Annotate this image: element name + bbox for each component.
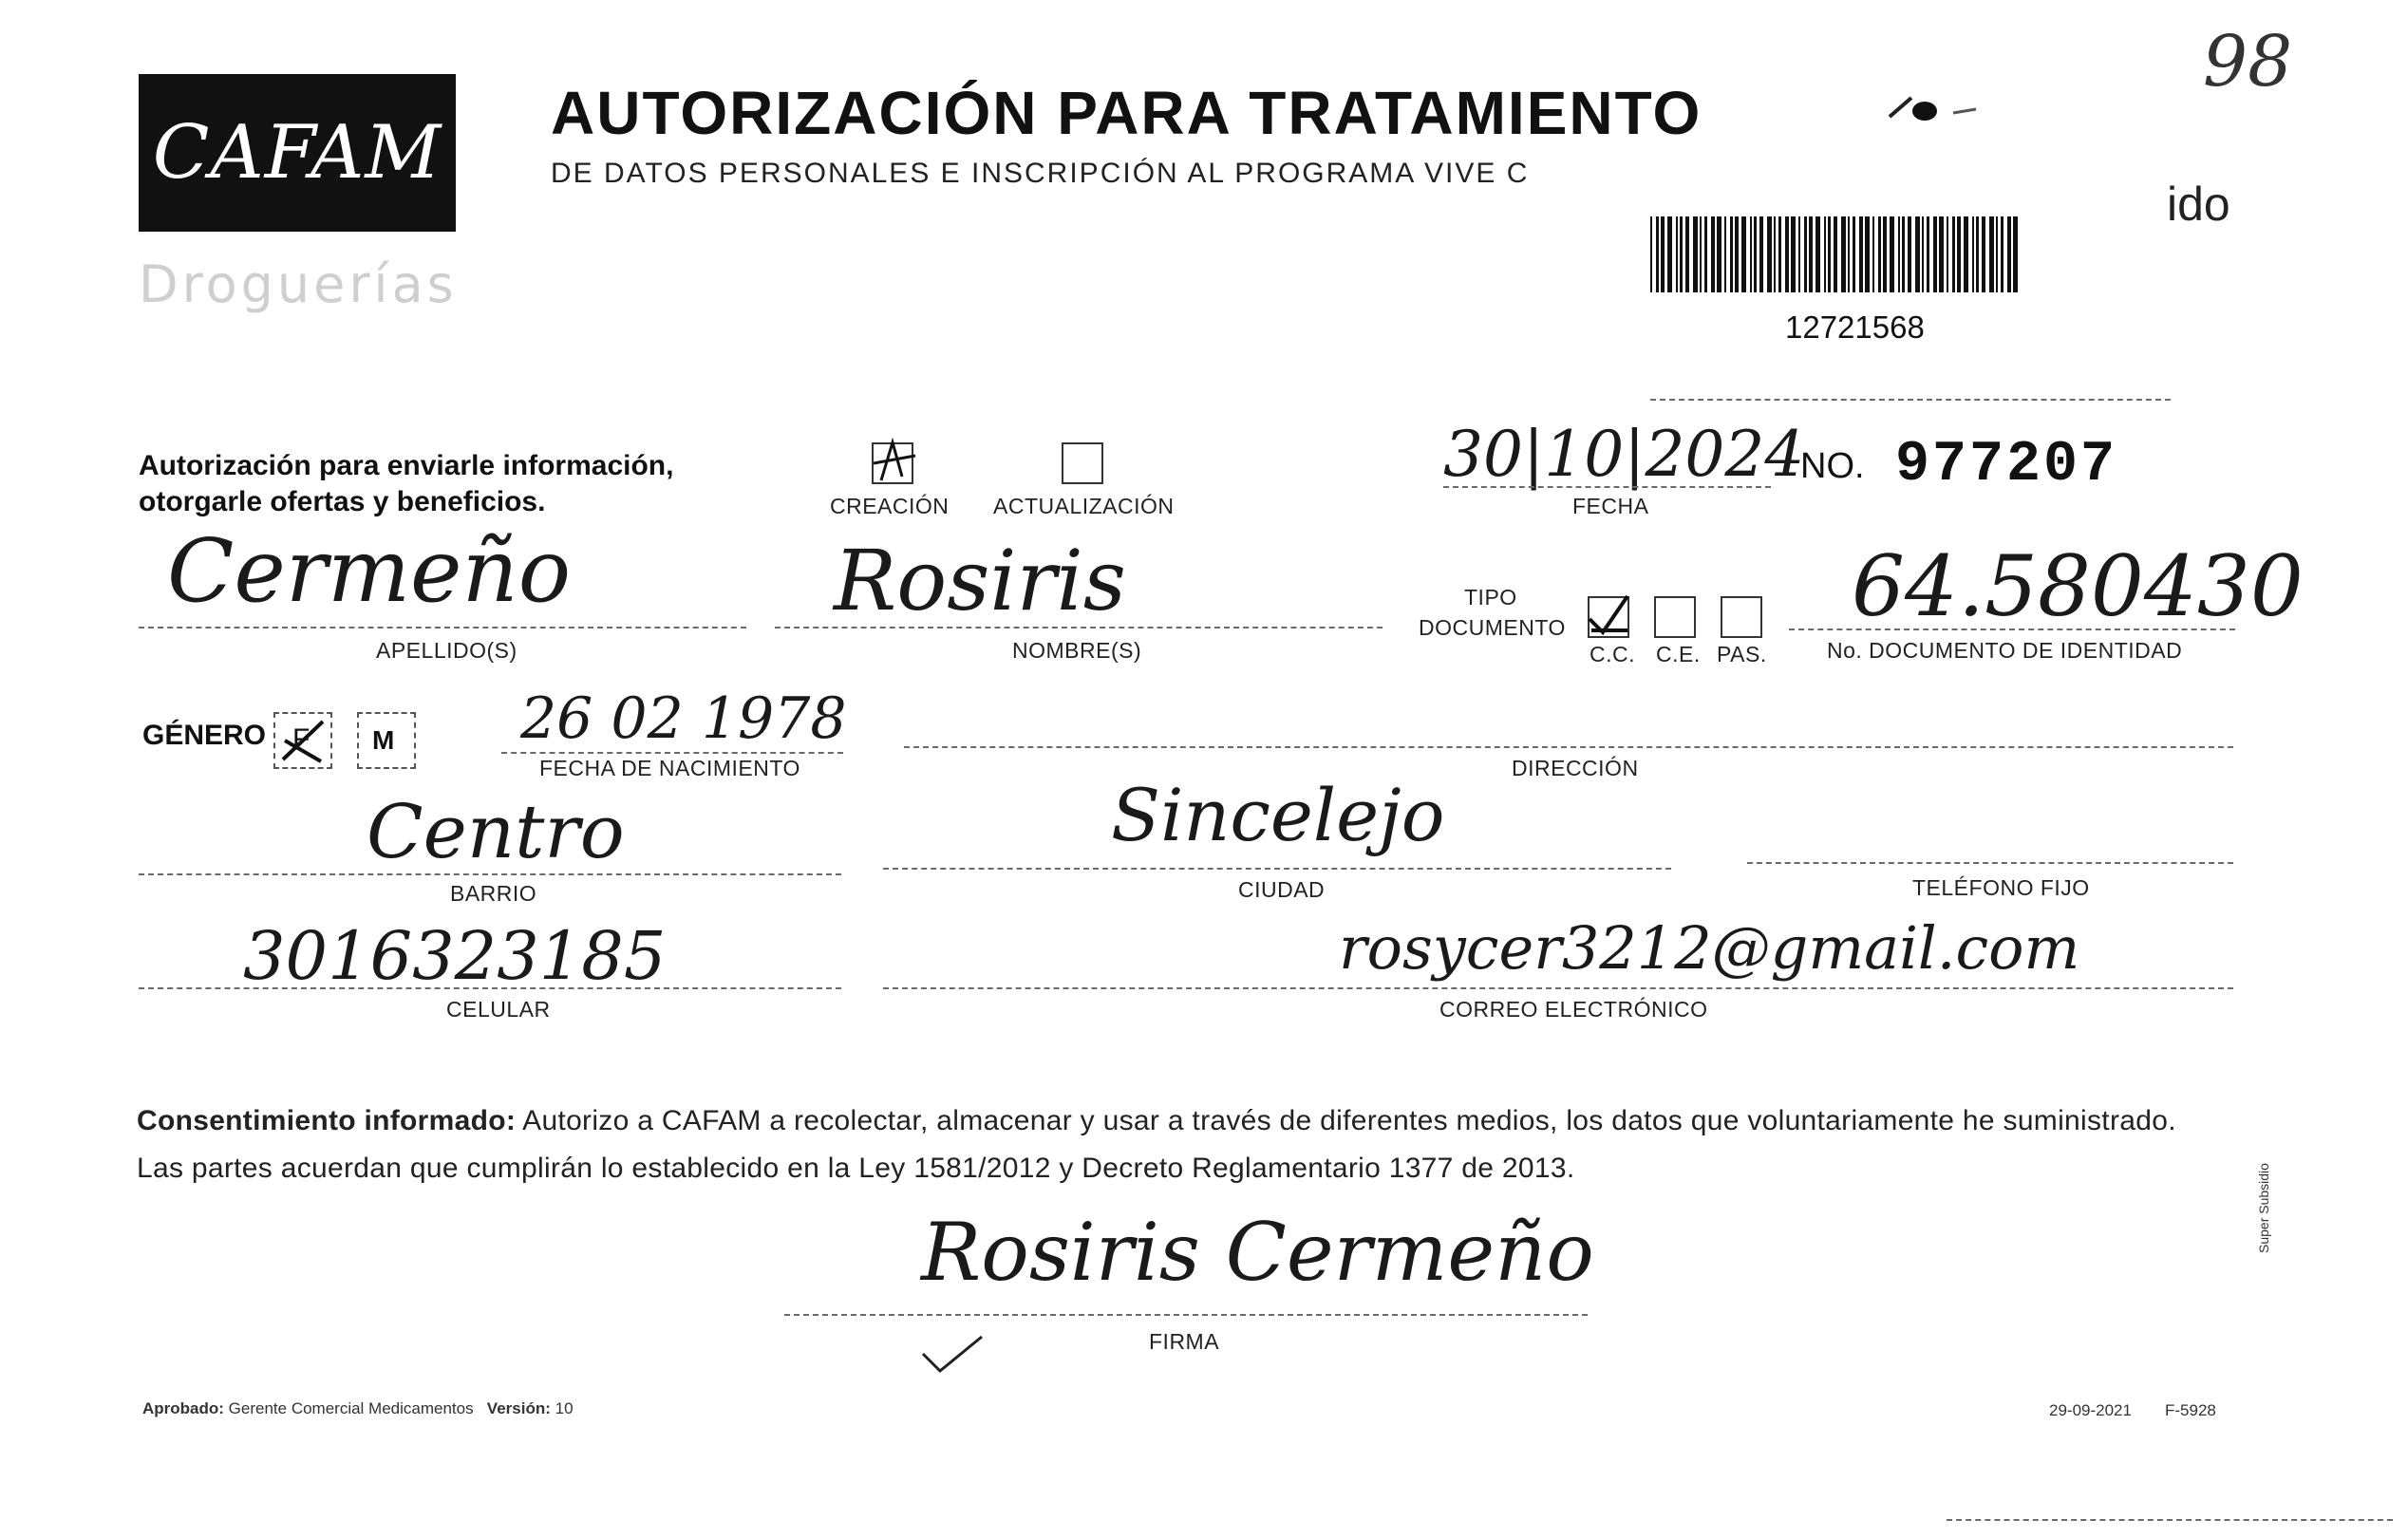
cc-checkbox[interactable] <box>1588 596 1629 638</box>
barcode-bar <box>1661 216 1665 292</box>
barcode-bar <box>1859 216 1863 292</box>
creacion-checkbox[interactable] <box>872 442 913 484</box>
barcode-bar <box>1898 216 1900 292</box>
barcode-bar <box>1704 216 1707 292</box>
fecha-label: FECHA <box>1572 494 1649 518</box>
corner-handwritten-number: 98 <box>2203 21 2293 103</box>
fecha-line <box>1443 486 1771 488</box>
genero-f-label: F <box>292 723 310 755</box>
barcode-bar <box>1774 216 1776 292</box>
barcode <box>1650 216 2024 292</box>
barcode-bar <box>1724 216 1726 292</box>
barcode-bar <box>1865 216 1870 292</box>
barcode-bar <box>1700 216 1702 292</box>
barcode-bar <box>1735 216 1739 292</box>
ce-label: C.E. <box>1656 642 1701 666</box>
barcode-bar <box>1741 216 1746 292</box>
barcode-bar <box>1922 216 1924 292</box>
cafam-logo: CAFAM <box>139 74 456 232</box>
barcode-bar <box>1804 216 1807 292</box>
barcode-bar <box>1656 216 1659 292</box>
barcode-bar <box>1939 216 1944 292</box>
top-dash-line <box>1650 399 2171 401</box>
apellido-value: Cermeño <box>167 520 572 622</box>
correo-label: CORREO ELECTRÓNICO <box>1439 997 1708 1022</box>
barcode-bar <box>1927 216 1929 292</box>
apellido-label: APELLIDO(S) <box>376 638 517 663</box>
side-fragment: ido <box>2167 178 2230 231</box>
barcode-bar <box>1853 216 1855 292</box>
barcode-bar <box>1809 216 1813 292</box>
barcode-bar <box>1834 216 1837 292</box>
consent-heading: Consentimiento informado: <box>137 1105 517 1136</box>
pen-mark-icon <box>1885 90 1989 133</box>
form-subtitle: DE DATOS PERSONALES E INSCRIPCIÓN AL PROGRAMA VIVE C <box>551 158 1530 189</box>
footer-code: F-5928 <box>2165 1401 2216 1419</box>
nombre-value: Rosiris <box>834 532 1126 629</box>
barcode-bar <box>1676 216 1678 292</box>
actualizacion-label: ACTUALIZACIÓN <box>993 494 1175 518</box>
barcode-bar <box>1711 216 1715 292</box>
documento-label: DOCUMENTO <box>1419 615 1566 640</box>
tipo-label: TIPO <box>1464 585 1517 610</box>
logo-subtitle: Droguerías <box>139 254 458 314</box>
barcode-number: 12721568 <box>1785 309 1925 345</box>
ciudad-value: Sincelejo <box>1111 773 1445 857</box>
correo-value: rosycer3212@gmail.com <box>1339 913 2080 983</box>
checkmark-icon <box>275 714 332 767</box>
barcode-bar <box>1915 216 1920 292</box>
barcode-bar <box>1667 216 1672 292</box>
barcode-bar <box>1902 216 1905 292</box>
consent-paragraph <box>137 1105 2176 1137</box>
actualizacion-checkbox[interactable] <box>1062 442 1103 484</box>
creacion-label: CREACIÓN <box>830 494 950 518</box>
barcode-bar <box>1878 216 1881 292</box>
telefono-line <box>1747 862 2233 864</box>
ciudad-line <box>883 868 1671 870</box>
barcode-bar <box>1957 216 1961 292</box>
no-label: NO. <box>1800 446 1865 486</box>
ce-checkbox[interactable] <box>1654 596 1696 638</box>
barcode-bar <box>1933 216 1937 292</box>
barcode-bar <box>1952 216 1955 292</box>
ciudad-label: CIUDAD <box>1238 877 1326 902</box>
cc-label: C.C. <box>1590 642 1635 666</box>
barcode-bar <box>1890 216 1894 292</box>
barcode-bar <box>1841 216 1846 292</box>
version-value: 10 <box>555 1399 574 1417</box>
barcode-bar <box>2013 216 2018 292</box>
barcode-bar <box>1754 216 1757 292</box>
checkmark-icon <box>1586 592 1631 638</box>
barcode-bar <box>1759 216 1763 292</box>
barcode-bar <box>1964 216 1968 292</box>
barcode-bar <box>1650 216 1652 292</box>
barcode-bar <box>1972 216 1974 292</box>
barcode-bar <box>1785 216 1789 292</box>
barcode-bar <box>1767 216 1772 292</box>
fecha-value: 30|10|2024 <box>1443 418 1805 491</box>
barcode-bar <box>1908 216 1911 292</box>
direccion-line <box>904 746 2233 748</box>
documento-id-label: No. DOCUMENTO DE IDENTIDAD <box>1827 638 2183 663</box>
barcode-bar <box>2007 216 2011 292</box>
barcode-bar <box>1947 216 1948 292</box>
intro-line-2: otorgarle ofertas y beneficios. <box>139 486 546 517</box>
barcode-bar <box>1989 216 1994 292</box>
documento-line <box>1789 628 2235 630</box>
celular-line <box>139 987 841 989</box>
barcode-bar <box>1848 216 1850 292</box>
printer-vertical-text: Super Subsidio <box>2256 1163 2271 1253</box>
aprobado-label: Aprobado: <box>142 1399 224 1417</box>
pas-label: PAS. <box>1717 642 1767 666</box>
firma-label: FIRMA <box>1149 1329 1220 1354</box>
firma-line <box>784 1314 1588 1316</box>
barrio-value: Centro <box>367 790 625 875</box>
barcode-bar <box>1872 216 1874 292</box>
checkmark-icon <box>868 435 917 484</box>
version-label: Versión: <box>486 1399 551 1417</box>
barcode-bar <box>1778 216 1781 292</box>
barcode-bar <box>1883 216 1887 292</box>
barcode-bar <box>1680 216 1683 292</box>
barcode-bar <box>1791 216 1796 292</box>
barcode-bar <box>1798 216 1800 292</box>
aprobado-value: Gerente Comercial Medicamentos <box>228 1399 474 1417</box>
barcode-bar <box>1815 216 1820 292</box>
barcode-bar <box>1717 216 1721 292</box>
pas-checkbox[interactable] <box>1721 596 1762 638</box>
barcode-bar <box>1685 216 1689 292</box>
bottom-dash-line <box>1947 1519 2393 1521</box>
form-title: AUTORIZACIÓN PARA TRATAMIENTO <box>551 79 1703 147</box>
barcode-bar <box>1828 216 1831 292</box>
barcode-bar <box>1750 216 1752 292</box>
barrio-line <box>139 873 841 875</box>
nacimiento-value: 26 02 1978 <box>520 685 847 752</box>
check-tick-icon <box>919 1333 986 1381</box>
barcode-bar <box>1730 216 1733 292</box>
footer-approval <box>142 1399 574 1418</box>
barcode-bar <box>1996 216 1998 292</box>
barcode-bar <box>1982 216 1985 292</box>
barcode-bar <box>1693 216 1698 292</box>
barcode-bar <box>1976 216 1979 292</box>
nombre-label: NOMBRE(S) <box>1012 638 1142 663</box>
barrio-label: BARRIO <box>450 881 537 906</box>
celular-label: CELULAR <box>446 997 551 1022</box>
documento-value: 64.580430 <box>1852 537 2304 635</box>
correo-line <box>883 987 2233 989</box>
signature: Rosiris Cermeño <box>921 1206 1594 1299</box>
celular-value: 3016323185 <box>243 917 667 995</box>
intro-line-1: Autorización para enviarle información, <box>139 450 674 481</box>
footer-date: 29-09-2021 <box>2049 1401 2132 1419</box>
genero-m-label: M <box>372 725 395 755</box>
genero-label: GÉNERO <box>142 720 267 751</box>
genero-f-box[interactable] <box>273 712 332 769</box>
nacimiento-label: FECHA DE NACIMIENTO <box>539 756 800 780</box>
direccion-label: DIRECCIÓN <box>1512 756 1639 780</box>
genero-m-box[interactable] <box>357 712 416 769</box>
form-number: 977207 <box>1895 433 2118 497</box>
telefono-label: TELÉFONO FIJO <box>1912 875 2090 900</box>
consent-line-1: Autorizo a CAFAM a recolectar, almacenar y usar a través de diferentes medios, los datos que voluntariamente he suministrado. <box>522 1105 2176 1136</box>
barcode-bar <box>2001 216 2004 292</box>
nacimiento-line <box>501 752 843 754</box>
nombre-line <box>775 627 1383 628</box>
consent-line-2: Las partes acuerdan que cumplirán lo establecido en la Ley 1581/2012 y Decreto Reglamentario 1377 de 2013. <box>137 1153 1575 1184</box>
apellido-line <box>139 627 746 628</box>
barcode-bar <box>1824 216 1826 292</box>
